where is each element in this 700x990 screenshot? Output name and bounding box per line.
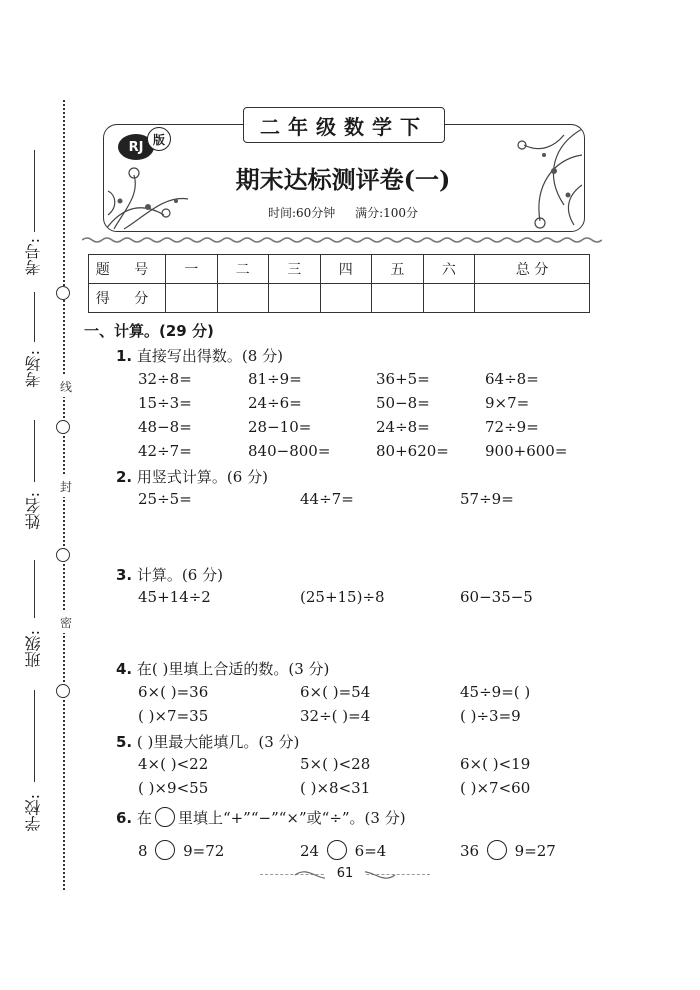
q4-item[interactable]: ( )×7=35	[138, 707, 209, 725]
score-table-cell: 四	[320, 255, 372, 284]
question-title-pre: 在	[136, 809, 152, 827]
question-title: 计算。(6 分)	[136, 566, 223, 584]
edition-badge: RJ	[118, 134, 154, 160]
edition-badge-sub: 版	[147, 127, 171, 151]
field-name[interactable]: 姓名:	[12, 420, 52, 540]
binding-hole	[56, 420, 70, 434]
q1-item[interactable]: 9×7=	[485, 394, 530, 412]
question-6	[116, 807, 406, 828]
binding-char-xian: 线	[60, 376, 72, 397]
q5-item[interactable]: ( )×8<31	[300, 779, 371, 797]
question-4	[116, 658, 329, 679]
score-table-cell: 五	[372, 255, 424, 284]
q1-item[interactable]: 32÷8=	[138, 370, 192, 388]
question-number: 3.	[116, 566, 133, 584]
question-title: 用竖式计算。(6 分)	[136, 468, 268, 486]
q3-item[interactable]: (25+15)÷8	[300, 588, 385, 606]
question-number: 2.	[116, 468, 133, 486]
q4-item[interactable]: 6×( )=36	[138, 683, 209, 701]
q1-item[interactable]: 900+600=	[485, 442, 568, 460]
q5-item[interactable]: 5×( )<28	[300, 755, 371, 773]
score-table-cell: 六	[423, 255, 475, 284]
score-input-cell[interactable]	[166, 284, 218, 313]
score-table	[88, 254, 590, 313]
q1-item[interactable]: 24÷8=	[376, 418, 430, 436]
exam-title: 期末达标测评卷(一)	[235, 165, 451, 194]
score-table-cell: 二	[217, 255, 269, 284]
q5-item[interactable]: ( )×7<60	[460, 779, 531, 797]
q1-item[interactable]: 80+620=	[376, 442, 449, 460]
score-input-cell[interactable]	[269, 284, 321, 313]
q4-item[interactable]: ( )÷3=9	[460, 707, 521, 725]
q4-item[interactable]: 6×( )=54	[300, 683, 371, 701]
section-title: 一、计算。(29 分)	[84, 322, 214, 340]
score-input-cell[interactable]	[320, 284, 372, 313]
score-input-cell[interactable]	[217, 284, 269, 313]
binding-hole	[56, 286, 70, 300]
q2-item[interactable]: 25÷5=	[138, 490, 192, 508]
field-exam-number[interactable]: 考号:	[12, 150, 52, 280]
score-table-cell: 三	[269, 255, 321, 284]
q5-item[interactable]: 6×( )<19	[460, 755, 531, 773]
question-3	[116, 564, 223, 585]
q3-item[interactable]: 60−35−5	[460, 588, 533, 606]
grade-banner: 二年级数学下	[243, 107, 445, 143]
score-input-cell[interactable]	[475, 284, 590, 313]
binding-char-mi: 密	[60, 612, 72, 633]
exam-meta	[103, 204, 583, 221]
q1-item[interactable]: 36+5=	[376, 370, 430, 388]
score-input-cell[interactable]	[423, 284, 475, 313]
field-class[interactable]: 班级:	[12, 560, 52, 680]
binding-hole	[56, 684, 70, 698]
q5-item[interactable]: 4×( )<22	[138, 755, 209, 773]
q1-item[interactable]: 42÷7=	[138, 442, 192, 460]
q1-item[interactable]: 15÷3=	[138, 394, 192, 412]
circle-blank-icon	[155, 807, 175, 827]
score-table-cell: 得 分	[89, 284, 166, 313]
question-title: 直接写出得数。(8 分)	[136, 347, 283, 365]
question-title-post: 里填上“+”“−”“×”或“÷”。(3 分)	[177, 809, 406, 827]
q2-item[interactable]: 57÷9=	[460, 490, 514, 508]
question-title: 在( )里填上合适的数。(3 分)	[136, 660, 330, 678]
score-table-header-row	[89, 255, 590, 284]
q6-item: 8 9=72	[138, 842, 225, 860]
q6-item: 36 9=27	[460, 842, 556, 860]
question-5	[116, 731, 299, 752]
q1-item[interactable]: 28−10=	[248, 418, 312, 436]
wavy-divider	[82, 236, 602, 244]
question-number: 5.	[116, 733, 133, 751]
q6-item: 24 6=4	[300, 842, 387, 860]
q1-item[interactable]: 840−800=	[248, 442, 331, 460]
score-input-cell[interactable]	[372, 284, 424, 313]
operator-circle-input[interactable]	[327, 840, 347, 860]
field-school[interactable]: 学校:	[12, 690, 52, 840]
q1-item[interactable]: 72÷9=	[485, 418, 539, 436]
binding-char-feng: 封	[60, 476, 72, 497]
binding-hole	[56, 548, 70, 562]
q4-item[interactable]: 45÷9=( )	[460, 683, 531, 701]
q1-item[interactable]: 24÷6=	[248, 394, 302, 412]
score-table-cell: 总 分	[475, 255, 590, 284]
q1-item[interactable]: 64÷8=	[485, 370, 539, 388]
exam-time: 时间:60分钟	[267, 206, 336, 220]
question-title: ( )里最大能填几。(3 分)	[136, 733, 300, 751]
q1-item[interactable]: 81÷9=	[248, 370, 302, 388]
q4-item[interactable]: 32÷( )=4	[300, 707, 371, 725]
question-number: 4.	[116, 660, 133, 678]
field-exam-room[interactable]: 考场:	[12, 292, 52, 412]
q1-item[interactable]: 48−8=	[138, 418, 192, 436]
exam-full-score: 满分:100分	[355, 206, 419, 220]
score-table-cell: 一	[166, 255, 218, 284]
operator-circle-input[interactable]	[155, 840, 175, 860]
q2-item[interactable]: 44÷7=	[300, 490, 354, 508]
q1-item[interactable]: 50−8=	[376, 394, 430, 412]
q5-item[interactable]: ( )×9<55	[138, 779, 209, 797]
operator-circle-input[interactable]	[487, 840, 507, 860]
page-number: 61	[325, 866, 365, 881]
question-number: 6.	[116, 809, 133, 827]
score-table-score-row	[89, 284, 590, 313]
q3-item[interactable]: 45+14÷2	[138, 588, 211, 606]
score-table-cell: 题 号	[89, 255, 166, 284]
question-2	[116, 466, 268, 487]
question-number: 1.	[116, 347, 133, 365]
question-1	[116, 345, 283, 366]
